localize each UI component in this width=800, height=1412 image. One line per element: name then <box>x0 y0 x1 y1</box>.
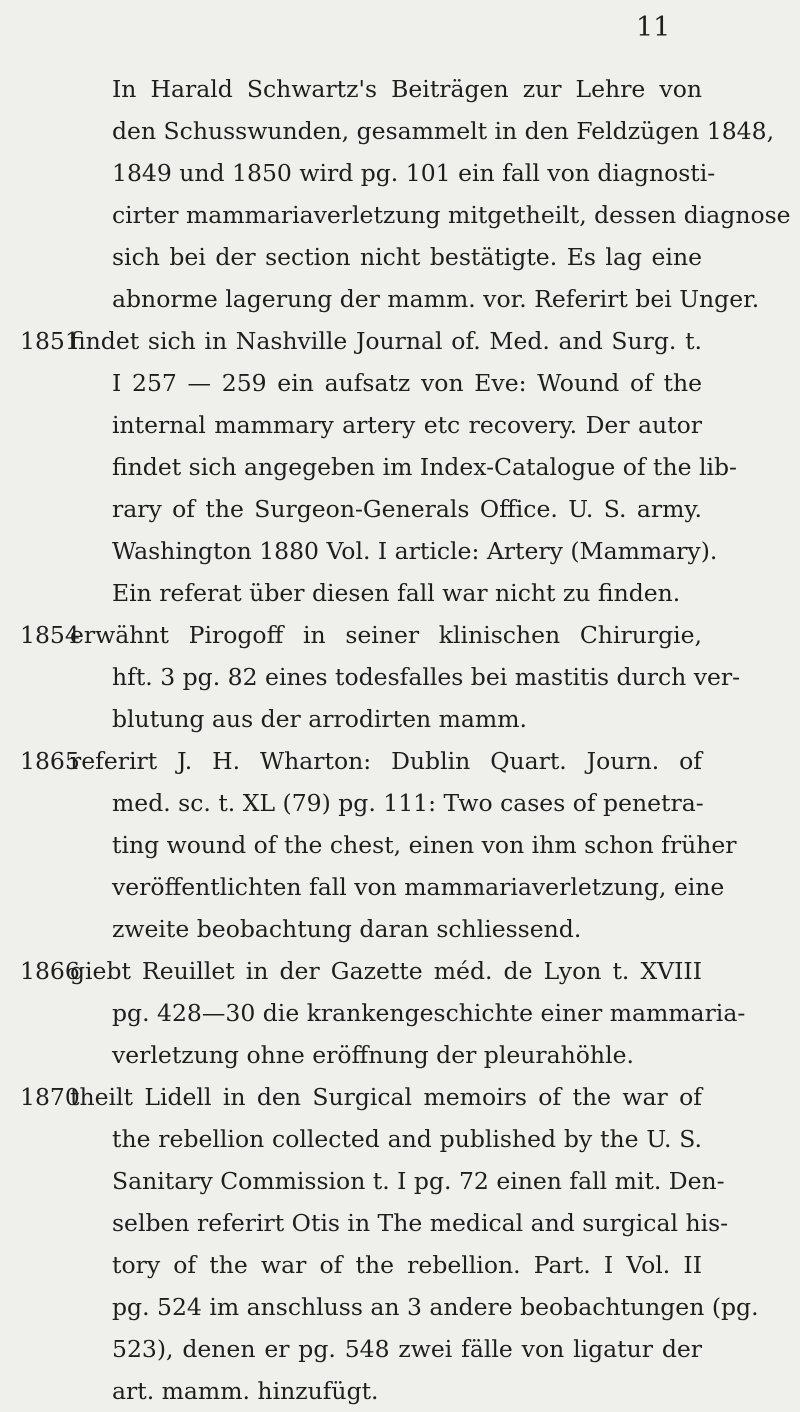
line-text: veröffentlichten fall von mammariaverletzung, eine <box>112 873 725 901</box>
text-line <box>0 908 800 950</box>
text-line <box>0 488 800 530</box>
text-line <box>0 68 800 110</box>
text-line <box>0 782 800 824</box>
line-text: selben referirt Otis in The medical and surgical his- <box>112 1209 729 1237</box>
text-line <box>0 404 800 446</box>
line-text: internal mammary artery etc recovery. Der autor <box>112 411 702 439</box>
line-text: tory of the war of the rebellion. Part. I Vol. II <box>112 1251 702 1279</box>
line-text: Ein referat über diesen fall war nicht zu finden. <box>112 579 681 607</box>
line-text: art. mamm. hinzufügt. <box>112 1377 379 1405</box>
page-number: 11 <box>636 12 671 43</box>
line-text: ting wound of the chest, einen von ihm schon früher <box>112 831 737 859</box>
line-text: blutung aus der arrodirten mamm. <box>112 705 527 733</box>
text-line <box>0 656 800 698</box>
line-text: verletzung ohne eröffnung der pleurahöhle. <box>112 1041 634 1069</box>
line-text: med. sc. t. XL (79) pg. 111: Two cases of penetra- <box>112 789 704 817</box>
text-line <box>0 1160 800 1202</box>
text-line <box>0 950 800 992</box>
text-line <box>0 278 800 320</box>
line-text: 1849 und 1850 wird pg. 101 ein fall von diagnosti- <box>112 159 716 187</box>
text-line <box>0 992 800 1034</box>
text-line <box>0 236 800 278</box>
year-label: 1854 <box>20 621 80 649</box>
text-line <box>0 572 800 614</box>
line-text: pg. 524 im anschluss an 3 andere beobachtungen (pg. <box>112 1293 759 1321</box>
text-line <box>0 110 800 152</box>
text-line <box>0 194 800 236</box>
line-text: hft. 3 pg. 82 eines todesfalles bei mastitis durch ver- <box>112 663 741 691</box>
text-line <box>0 362 800 404</box>
line-text: zweite beobachtung daran schliessend. <box>112 915 582 943</box>
text-line <box>0 614 800 656</box>
line-text: erwähnt Pirogoff in seiner klinischen Chirurgie, <box>70 621 702 649</box>
text-line <box>0 1286 800 1328</box>
text-line <box>0 152 800 194</box>
line-text: rary of the Surgeon-Generals Office. U. S. army. <box>112 495 702 523</box>
line-text: I 257 — 259 ein aufsatz von Eve: Wound of the <box>112 369 702 397</box>
line-text: findet sich in Nashville Journal of. Med. and Surg. t. <box>70 327 702 355</box>
body-text <box>0 68 800 1412</box>
text-line <box>0 446 800 488</box>
line-text: findet sich angegeben im Index-Catalogue of the lib- <box>112 453 737 481</box>
line-text: cirter mammariaverletzung mitgetheilt, dessen diagnose <box>112 201 791 229</box>
text-line <box>0 1328 800 1370</box>
line-text: Sanitary Commission t. I pg. 72 einen fall mit. Den- <box>112 1167 725 1195</box>
line-text: In Harald Schwartz's Beiträgen zur Lehre von <box>112 75 702 103</box>
text-line <box>0 698 800 740</box>
line-text: sich bei der section nicht bestätigte. Es lag eine <box>112 243 702 271</box>
line-text: theilt Lidell in den Surgical memoirs of the war of <box>70 1083 702 1111</box>
text-line <box>0 824 800 866</box>
text-line <box>0 320 800 362</box>
line-text: referirt J. H. Wharton: Dublin Quart. Journ. of <box>70 747 702 775</box>
text-line <box>0 1202 800 1244</box>
line-text: den Schusswunden, gesammelt in den Feldzügen 1848, <box>112 117 775 145</box>
line-text: Washington 1880 Vol. I article: Artery (Mammary). <box>112 537 718 565</box>
line-text: giebt Reuillet in der Gazette méd. de Lyon t. XVIII <box>70 957 702 985</box>
line-text: pg. 428—30 die krankengeschichte einer mammaria- <box>112 999 746 1027</box>
year-label: 1870 <box>20 1083 80 1111</box>
year-label: 1865 <box>20 747 80 775</box>
text-line <box>0 1370 800 1412</box>
text-line <box>0 740 800 782</box>
text-line <box>0 1076 800 1118</box>
line-text: abnorme lagerung der mamm. vor. Referirt bei Unger. <box>112 285 760 313</box>
text-line <box>0 866 800 908</box>
text-line <box>0 530 800 572</box>
text-line <box>0 1118 800 1160</box>
line-text: 523), denen er pg. 548 zwei fälle von ligatur der <box>112 1335 702 1363</box>
line-text: the rebellion collected and published by the U. S. <box>112 1125 702 1153</box>
year-label: 1866 <box>20 957 80 985</box>
text-line <box>0 1034 800 1076</box>
year-label: 1851 <box>20 327 80 355</box>
